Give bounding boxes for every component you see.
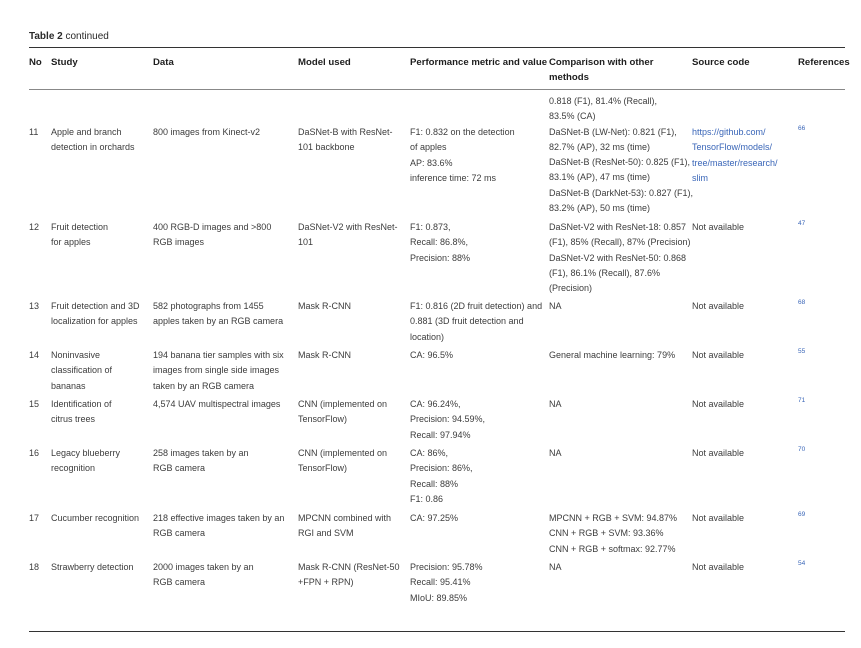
row-model: DaSNet-B with ResNet- 101 backbone <box>298 127 393 153</box>
row-performance: CA: 96.24%, Precision: 94.59%, Recall: 97.94% <box>410 399 486 440</box>
row-model: Mask R-CNN (ResNet-50 +FPN + RPN) <box>298 562 400 588</box>
row-no: 16 <box>29 448 40 458</box>
row-source: Not available <box>692 301 745 311</box>
row-performance: CA: 97.25% <box>410 513 459 523</box>
row-performance: F1: 0.873, Recall: 86.8%, Precision: 88% <box>410 222 471 263</box>
table-caption <box>29 31 109 42</box>
row-study: Fruit detection and 3D localization for apples <box>51 301 140 327</box>
row-source: Not available <box>692 448 745 458</box>
row-performance: CA: 96.5% <box>410 350 454 360</box>
row-performance: CA: 86%, Precision: 86%, Recall: 88% F1: 0.86 <box>410 448 473 504</box>
row-source: Not available <box>692 513 745 523</box>
reference-link[interactable]: 55 <box>798 348 806 355</box>
row-data: 194 banana tier samples with six images from single side images taken by an RGB camera <box>153 350 284 391</box>
row-model: DaSNet-V2 with ResNet- 101 <box>298 222 398 248</box>
row-no: 11 <box>29 127 39 137</box>
header-rule <box>29 89 845 90</box>
table-title-suffix: continued <box>65 31 109 42</box>
row-study: Fruit detection for apples <box>51 222 109 248</box>
header-study: Study <box>51 57 78 68</box>
top-rule <box>29 47 845 48</box>
row-study: Cucumber recognition <box>51 513 140 523</box>
row-comparison: 0.818 (F1), 81.4% (Recall), 83.5% (CA) DaSNet-B (LW-Net): 0.821 (F1), 82.7% (AP), 32 ms (time) DaSNet-B (ResNet-50): 0.825 (F1), 83.1% (AP), 47 ms (time) DaSNet-B (DarkNet-53): 0.827 (F1), 83.2% (AP), 50 ms (time) <box>549 96 694 214</box>
header-references: References <box>798 57 850 68</box>
reference-link[interactable]: 71 <box>798 397 806 404</box>
row-performance: F1: 0.832 on the detection of apples AP: 83.6% inference time: 72 ms <box>410 127 515 183</box>
row-data: 258 images taken by an RGB camera <box>153 448 249 474</box>
header-comparison: Comparison with other methods <box>549 57 654 83</box>
row-source: Not available <box>692 350 745 360</box>
header-data: Data <box>153 57 174 68</box>
reference-link[interactable]: 47 <box>798 220 806 227</box>
row-study: Noninvasive classification of bananas <box>51 350 113 391</box>
header-source: Source code <box>692 57 750 68</box>
row-comparison: NA <box>549 301 562 311</box>
row-data: 400 RGB-D images and >800 RGB images <box>153 222 272 248</box>
row-performance: F1: 0.816 (2D fruit detection) and 0.881 (3D fruit detection and location) <box>410 301 543 342</box>
row-no: 18 <box>29 562 40 572</box>
row-no: 12 <box>29 222 40 232</box>
header-no: No <box>29 57 42 68</box>
reference-link[interactable]: 70 <box>798 446 806 453</box>
row-data: 4,574 UAV multispectral images <box>153 399 281 409</box>
reference-link[interactable]: 54 <box>798 560 806 567</box>
row-model: CNN (implemented on TensorFlow) <box>298 399 388 425</box>
row-study: Apple and branch detection in orchards <box>51 127 135 153</box>
row-study: Identification of citrus trees <box>51 399 112 425</box>
header-model: Model used <box>298 57 351 68</box>
bottom-rule <box>29 631 845 632</box>
row-source: Not available <box>692 399 745 409</box>
reference-link[interactable]: 68 <box>798 299 806 306</box>
row-source: Not available <box>692 562 745 572</box>
row-no: 14 <box>29 350 40 360</box>
reference-link[interactable]: 69 <box>798 511 806 518</box>
row-model: Mask R-CNN <box>298 301 351 311</box>
row-data: 800 images from Kinect-v2 <box>153 127 261 137</box>
row-model: CNN (implemented on TensorFlow) <box>298 448 388 474</box>
header-performance: Performance metric and value <box>410 57 548 68</box>
row-comparison: NA <box>549 448 562 458</box>
row-comparison: General machine learning: 79% <box>549 350 676 360</box>
source-code-link[interactable]: https://github.com/ TensorFlow/models/ tree/master/research/ slim <box>692 127 778 183</box>
row-study: Legacy blueberry recognition <box>51 448 121 474</box>
row-comparison: NA <box>549 399 562 409</box>
row-model: Mask R-CNN <box>298 350 351 360</box>
reference-link[interactable]: 66 <box>798 125 806 132</box>
row-source: Not available <box>692 222 745 232</box>
row-no: 15 <box>29 399 40 409</box>
row-performance: Precision: 95.78% Recall: 95.41% MIoU: 89.85% <box>410 562 483 603</box>
row-study: Strawberry detection <box>51 562 134 572</box>
row-data: 2000 images taken by an RGB camera <box>153 562 254 588</box>
row-data: 218 effective images taken by an RGB camera <box>153 513 285 539</box>
row-data: 582 photographs from 1455 apples taken by an RGB camera <box>153 301 284 327</box>
row-comparison: MPCNN + RGB + SVM: 94.87% CNN + RGB + SVM: 93.36% CNN + RGB + softmax: 92.77% <box>549 513 678 554</box>
row-no: 17 <box>29 513 40 523</box>
row-model: MPCNN combined with RGI and SVM <box>298 513 392 539</box>
row-comparison: NA <box>549 562 562 572</box>
row-no: 13 <box>29 301 40 311</box>
table-title: Table 2 <box>29 31 63 42</box>
row-comparison: DaSNet-V2 with ResNet-18: 0.857 (F1), 85% (Recall), 87% (Precision) DaSNet-V2 with ResNet-50: 0.868 (F1), 86.1% (Recall), 87.6% (Precision) <box>549 222 691 294</box>
